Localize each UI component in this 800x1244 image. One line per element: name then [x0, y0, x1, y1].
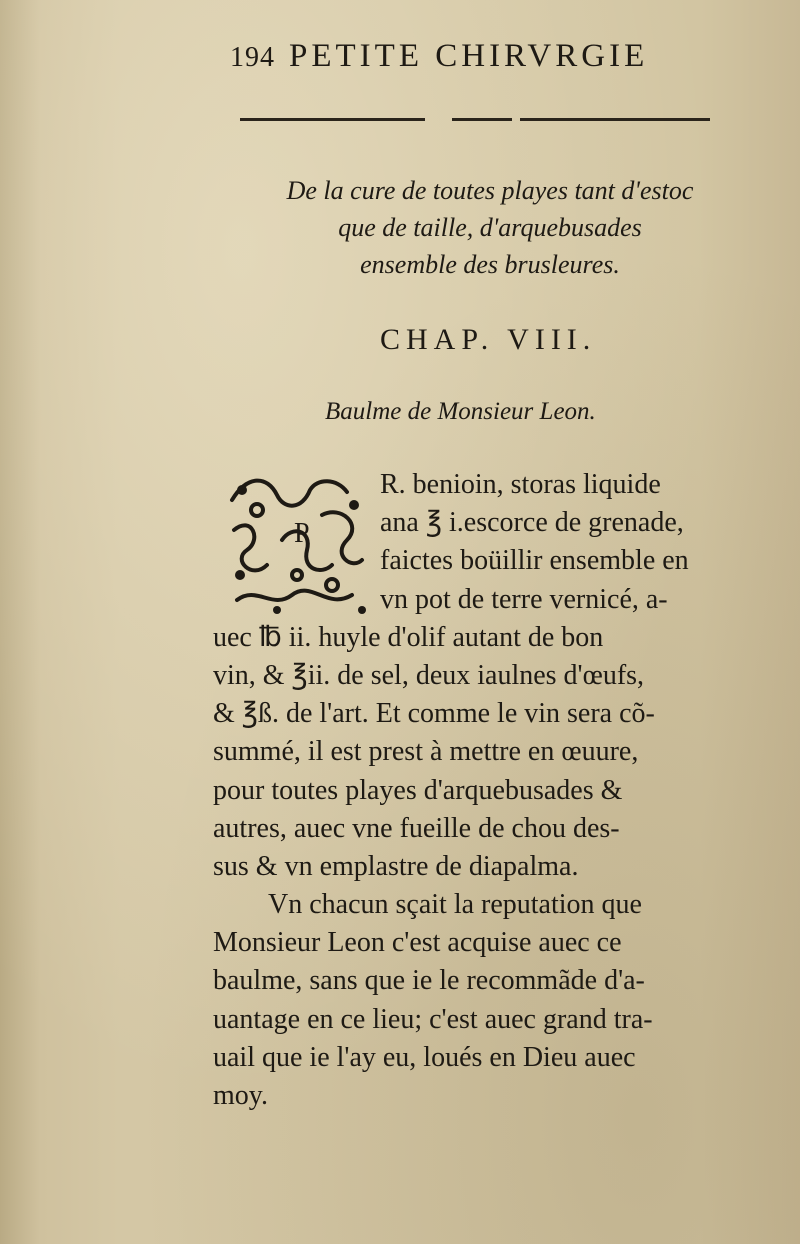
section-title-line: que de taille, d'arquebusades: [338, 213, 642, 242]
indented-paragraph-start: [213, 466, 761, 619]
section-title-line: De la cure de toutes playes tant d'estoc: [286, 176, 694, 205]
text-line: Vn chacun sçait la reputation que: [268, 889, 642, 921]
text-line: autres, auec vne fueille de chou des-: [213, 812, 620, 844]
body-text: [213, 466, 761, 1115]
running-title: PETITE CHIRVRGIE: [289, 38, 649, 74]
recipe-title: Baulme de Monsieur Leon.: [325, 398, 596, 425]
initial-letter: P: [294, 518, 310, 549]
text-line: uail que ie l'ay eu, loués en Dieu auec: [213, 1041, 636, 1073]
page-number: 194: [230, 42, 275, 73]
text-line: baulme, sans que ie le recommãde d'a-: [213, 965, 645, 997]
chapter-heading: CHAP. VIII.: [380, 323, 597, 356]
text-line: vin, & ℥ii. de sel, deux iaulnes d'œufs,: [213, 659, 645, 691]
header-rule: [520, 118, 710, 121]
text-line: ana ℥ i.escorce de grenade,: [380, 507, 684, 539]
section-title-line: ensemble des brusleures.: [360, 250, 620, 279]
text-line: sus & vn emplastre de diapalma.: [213, 850, 579, 882]
section-title: [190, 172, 790, 283]
text-line: pour toutes playes d'arquebusades &: [213, 774, 623, 806]
text-line: Monsieur Leon c'est acquise auec ce: [213, 927, 622, 959]
text-line: vn pot de terre vernicé, a-: [380, 583, 668, 615]
text-line: uec ℔ ii. huyle d'olif autant de bon: [213, 621, 604, 653]
text-line: faictes boüillir ensemble en: [380, 545, 689, 577]
page-header: [230, 38, 648, 75]
text-line: & ℥ß. de l'art. Et comme le vin sera cõ-: [213, 698, 655, 730]
text-line: uantage en ce lieu; c'est auec grand tra-: [213, 1003, 653, 1035]
text-line: R. benioin, storas liquide: [380, 469, 661, 500]
header-rule: [240, 118, 425, 121]
header-rule: [452, 118, 512, 121]
text-line: moy.: [213, 1080, 268, 1111]
text-line: summé, il est prest à mettre en œuure,: [213, 736, 639, 768]
